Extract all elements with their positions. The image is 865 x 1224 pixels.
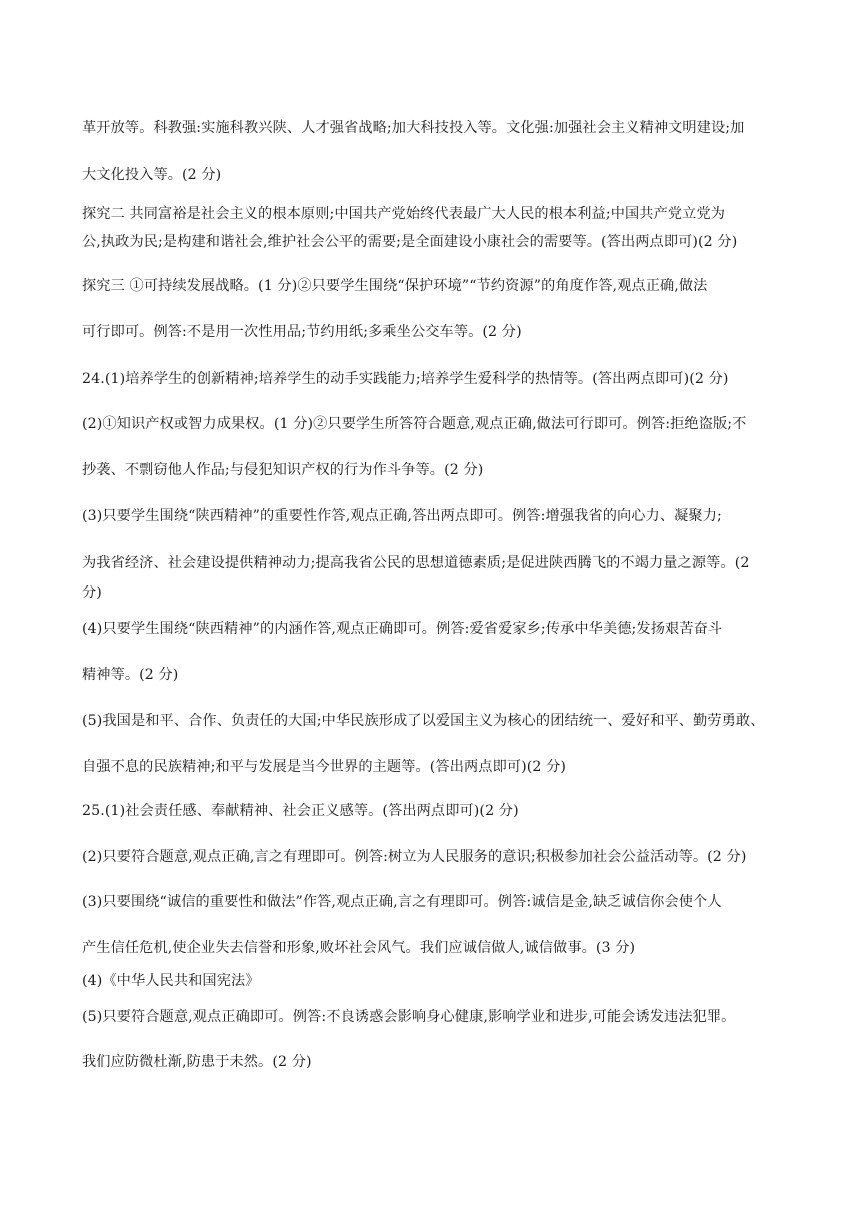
text-line: (2)只要符合题意,观点正确,言之有理即可。例答:树立为人民服务的意识;积极参加社会公益活动等。(2 分) — [82, 849, 747, 865]
text-line: 公,执政为民;是构建和谐社会,维护社会公平的需要;是全面建设小康社会的需要等。(答出两点即可)(2 分) — [82, 234, 738, 250]
text-line: 抄袭、不剽窃他人作品;与侵犯知识产权的行为作斗争等。(2 分) — [82, 462, 484, 478]
text-line: (4)《中华人民共和国宪法》 — [82, 973, 260, 989]
text-line: (5)我国是和平、合作、负责任的大国;中华民族形成了以爱国主义为核心的团结统一、爱好和平、勤劳勇敢、 — [82, 713, 765, 729]
text-line: 探究三 ①可持续发展战略。(1 分)②只要学生围绕“保护环境”“节约资源”的角度作答,观点正确,做法 — [82, 278, 708, 294]
text-line: (5)只要符合题意,观点正确即可。例答:不良诱惑会影响身心健康,影响学业和进步,可能会诱发违法犯罪。 — [82, 1009, 736, 1025]
text-line: (4)只要学生围绕“陕西精神”的内涵作答,观点正确即可。例答:爱省爱家乡;传承中华美德;发扬艰苦奋斗 — [82, 621, 723, 637]
text-line: (3)只要学生围绕“陕西精神”的重要性作答,观点正确,答出两点即可。例答:增强我省的向心力、凝聚力; — [82, 508, 722, 524]
text-line: 革开放等。科教强:实施科教兴陕、人才强省战略;加大科技投入等。文化强:加强社会主义精神文明建设;加 — [82, 120, 745, 136]
text-line: 为我省经济、社会建设提供精神动力;提高我省公民的思想道德素质;是促进陕西腾飞的不竭力量之源等。(2 — [82, 555, 750, 571]
text-line: 探究二 共同富裕是社会主义的根本原则;中国共产党始终代表最广大人民的根本利益;中国共产党立党为 — [82, 206, 726, 222]
text-line: 自强不息的民族精神;和平与发展是当今世界的主题等。(答出两点即可)(2 分) — [82, 759, 567, 775]
text-line: 我们应防微杜渐,防患于未然。(2 分) — [82, 1054, 312, 1070]
text-line: (2)①知识产权或智力成果权。(1 分)②只要学生所答符合题意,观点正确,做法可行即可。例答:拒绝盗版;不 — [82, 416, 747, 432]
text-line: (3)只要围绕“诚信的重要性和做法”作答,观点正确,言之有理即可。例答:诚信是金,缺乏诚信你会使个人 — [82, 894, 722, 910]
text-line: 24.(1)培养学生的创新精神;培养学生的动手实践能力;培养学生爱科学的热情等。(答出两点即可)(2 分) — [82, 371, 729, 387]
text-line: 可行即可。例答:不是用一次性用品;节约用纸;多乘坐公交车等。(2 分) — [82, 324, 522, 340]
text-line: 大文化投入等。(2 分) — [82, 167, 222, 183]
text-line: 分) — [82, 585, 102, 601]
text-line: 25.(1)社会责任感、奉献精神、社会正义感等。(答出两点即可)(2 分) — [82, 803, 519, 819]
text-line: 产生信任危机,使企业失去信誉和形象,败坏社会风气。我们应诚信做人,诚信做事。(3 分) — [82, 940, 636, 956]
text-line: 精神等。(2 分) — [82, 667, 179, 683]
